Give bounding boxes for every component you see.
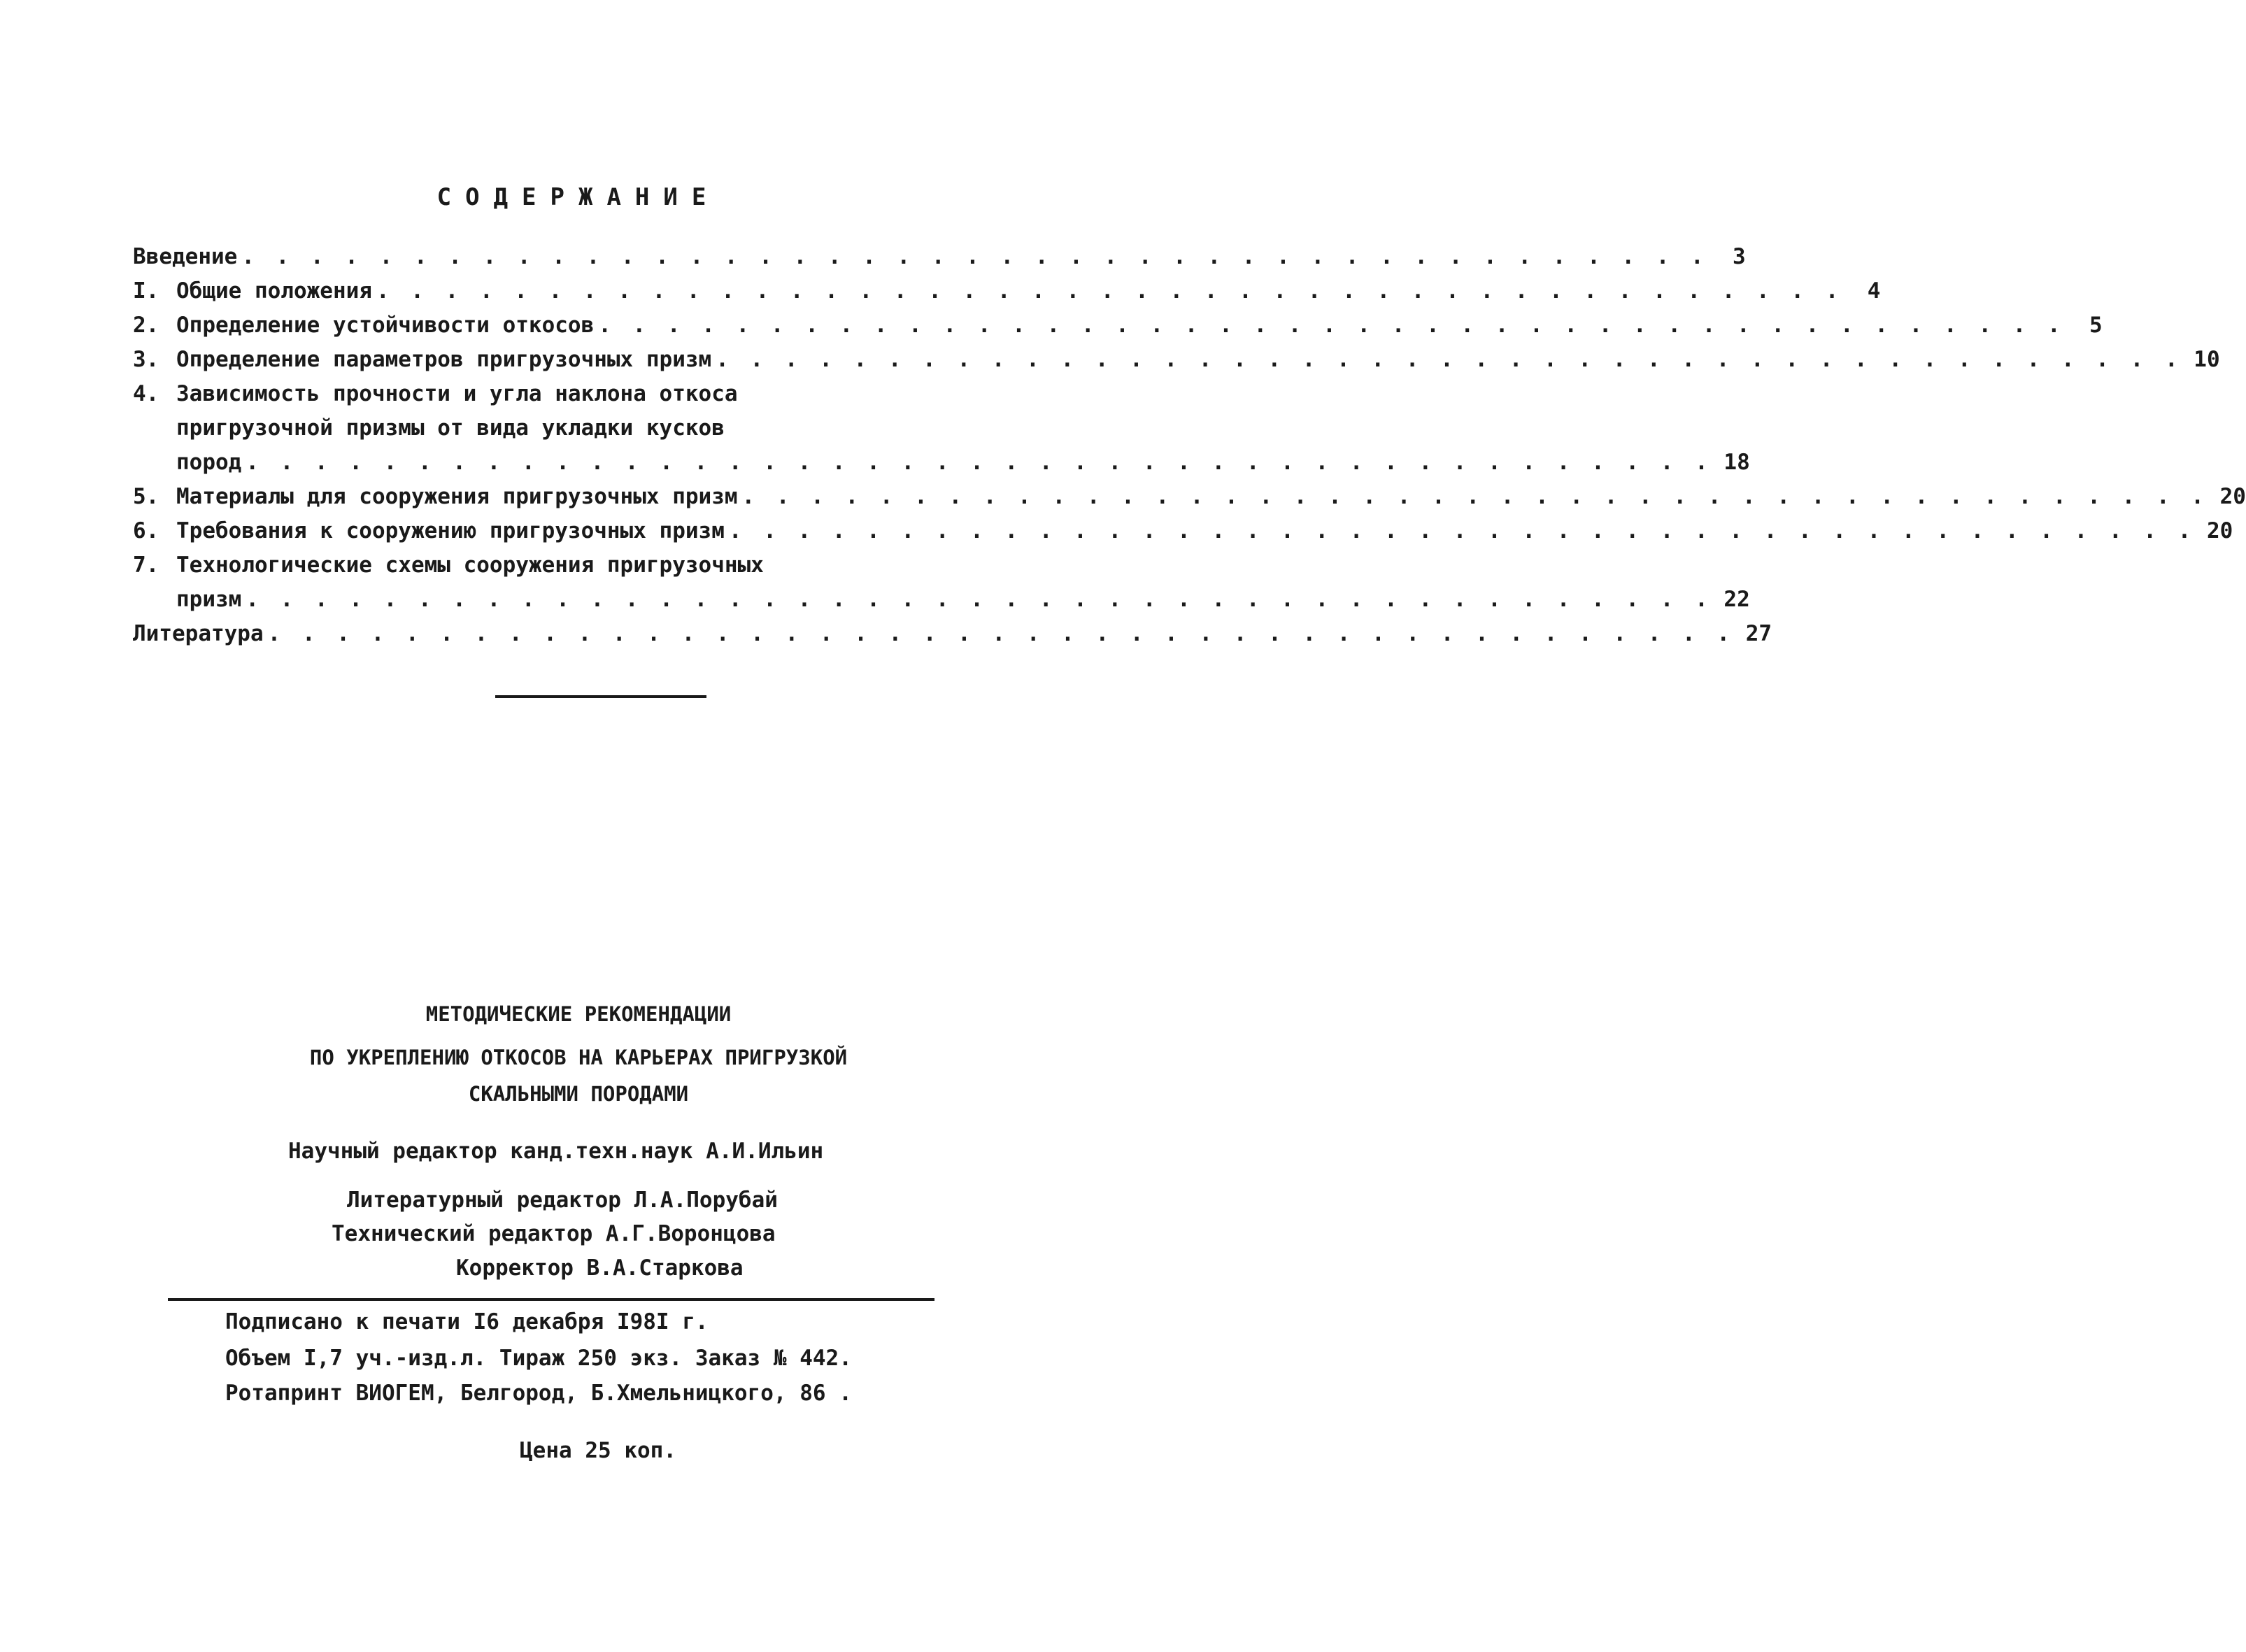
imprint-volume: Объем I,7 уч.-изд.л. Тираж 250 экз. Заказ № 442. bbox=[225, 1346, 852, 1371]
toc-entry-title: Материалы для сооружения пригрузочных призм bbox=[176, 484, 738, 509]
toc-entry-title: Определение параметров пригрузочных призм bbox=[176, 347, 712, 372]
proofreader: Корректор В.А.Старкова bbox=[456, 1255, 744, 1281]
colophon-title-line-1: МЕТОДИЧЕСКИЕ РЕКОМЕНДАЦИИ bbox=[425, 1002, 732, 1026]
toc-dot-leader: . . . . . . . . . . . . . . . . . . . . . . . . . . . . . . . . . . . . . . . . . . . bbox=[267, 621, 1735, 646]
toc-entry-row bbox=[133, 308, 2103, 343]
technical-editor: Технический редактор А.Г.Воронцова bbox=[332, 1221, 776, 1246]
imprint-printer: Ротапринт ВИОГЕМ, Белгород, Б.Хмельницкого, 86 . bbox=[225, 1381, 852, 1406]
toc-page-number: 10 bbox=[2194, 347, 2220, 372]
toc-entry-number: 4. bbox=[133, 381, 159, 406]
toc-dot-leader: . . . . . . . . . . . . . . . . . . . . . . . . . . . . . . . . . . . . . . . . . . . bbox=[246, 587, 1712, 612]
literary-editor: Литературный редактор Л.А.Порубай bbox=[347, 1188, 778, 1213]
toc-entry-row bbox=[133, 240, 1746, 274]
toc-entry-row bbox=[133, 617, 1772, 651]
toc-entry-title: пород bbox=[176, 450, 242, 475]
toc-entry-title: Требования к сооружению пригрузочных призм bbox=[176, 518, 725, 543]
toc-page-number: 27 bbox=[1745, 621, 1772, 646]
toc-entry-row bbox=[133, 274, 1881, 308]
toc-entry-number: 6. bbox=[133, 518, 159, 543]
toc-dot-leader: . . . . . . . . . . . . . . . . . . . . . . . . . . . . . . . . . . . . . . . . . . . bbox=[741, 484, 2208, 509]
price: Цена 25 коп. bbox=[520, 1438, 676, 1463]
toc-entry-title: пригрузочной призмы от вида укладки кусков bbox=[176, 415, 725, 441]
toc-title: СОДЕРЖАНИЕ bbox=[436, 183, 720, 211]
toc-entry-title: призм bbox=[176, 587, 242, 612]
toc-entry-number: 3. bbox=[133, 347, 159, 372]
toc-dot-leader: . . . . . . . . . . . . . . . . . . . . . . . . . . . . . . . . . . . . . . . . . . . bbox=[598, 313, 2065, 338]
toc-page-number: 3 bbox=[1733, 244, 1746, 269]
toc-entry-row bbox=[133, 377, 1021, 411]
toc-dot-leader: . . . . . . . . . . . . . . . . . . . . . . . . . . . . . . . . . . . . . . . . . . . bbox=[716, 347, 2182, 372]
toc-entry-title: Общие положения bbox=[176, 278, 372, 304]
toc-entry-row bbox=[133, 411, 1021, 446]
table-of-contents bbox=[133, 240, 2246, 651]
toc-entry-title: Зависимость прочности и угла наклона откоса bbox=[176, 381, 738, 406]
scientific-editor: Научный редактор канд.техн.наук А.И.Ильин bbox=[288, 1139, 824, 1164]
toc-page-number: 22 bbox=[1723, 587, 1750, 612]
toc-entry-title: Введение bbox=[133, 244, 238, 269]
toc-entry-row bbox=[133, 480, 2246, 514]
imprint-divider bbox=[168, 1298, 934, 1301]
toc-entry-number: 7. bbox=[133, 553, 159, 578]
toc-page-number: 4 bbox=[1867, 278, 1881, 304]
toc-entry-title: Литература bbox=[133, 621, 264, 646]
section-divider bbox=[495, 695, 706, 698]
toc-dot-leader: . . . . . . . . . . . . . . . . . . . . . . . . . . . . . . . . . . . . . . . . . . . bbox=[728, 518, 2196, 543]
toc-page-number: 20 bbox=[2219, 484, 2246, 509]
toc-entry-number: 2. bbox=[133, 313, 159, 338]
toc-entry-number: 5. bbox=[133, 484, 159, 509]
colophon-title-line-2: ПО УКРЕПЛЕНИЮ ОТКОСОВ НА КАРЬЕРАХ ПРИГРУЗКОЙ bbox=[309, 1046, 848, 1069]
toc-entry-row bbox=[133, 446, 1750, 480]
toc-entry-title: Определение устойчивости откосов bbox=[176, 313, 595, 338]
toc-entry-row bbox=[133, 583, 1750, 617]
toc-dot-leader: . . . . . . . . . . . . . . . . . . . . . . . . . . . . . . . . . . . . . . . . . . . bbox=[246, 450, 1712, 475]
imprint-signed-date: Подписано к печати I6 декабря I98I г. bbox=[225, 1309, 709, 1334]
toc-page-number: 5 bbox=[2089, 313, 2103, 338]
toc-entry-row bbox=[133, 343, 2220, 377]
toc-entry-title: Технологические схемы сооружения пригрузочных bbox=[176, 553, 764, 578]
toc-page-number: 20 bbox=[2206, 518, 2233, 543]
toc-page-number: 18 bbox=[1723, 450, 1750, 475]
toc-dot-leader: . . . . . . . . . . . . . . . . . . . . . . . . . . . . . . . . . . . . . . . . . . . bbox=[376, 278, 1843, 304]
colophon-title-line-3: СКАЛЬНЫМИ ПОРОДАМИ bbox=[468, 1082, 689, 1106]
toc-dot-leader: . . . . . . . . . . . . . . . . . . . . . . . . . . . . . . . . . . . . . . . . . . . bbox=[241, 244, 1708, 269]
toc-entry-row bbox=[133, 514, 2233, 548]
toc-entry-number: I. bbox=[133, 278, 159, 304]
toc-entry-row bbox=[133, 548, 1021, 583]
